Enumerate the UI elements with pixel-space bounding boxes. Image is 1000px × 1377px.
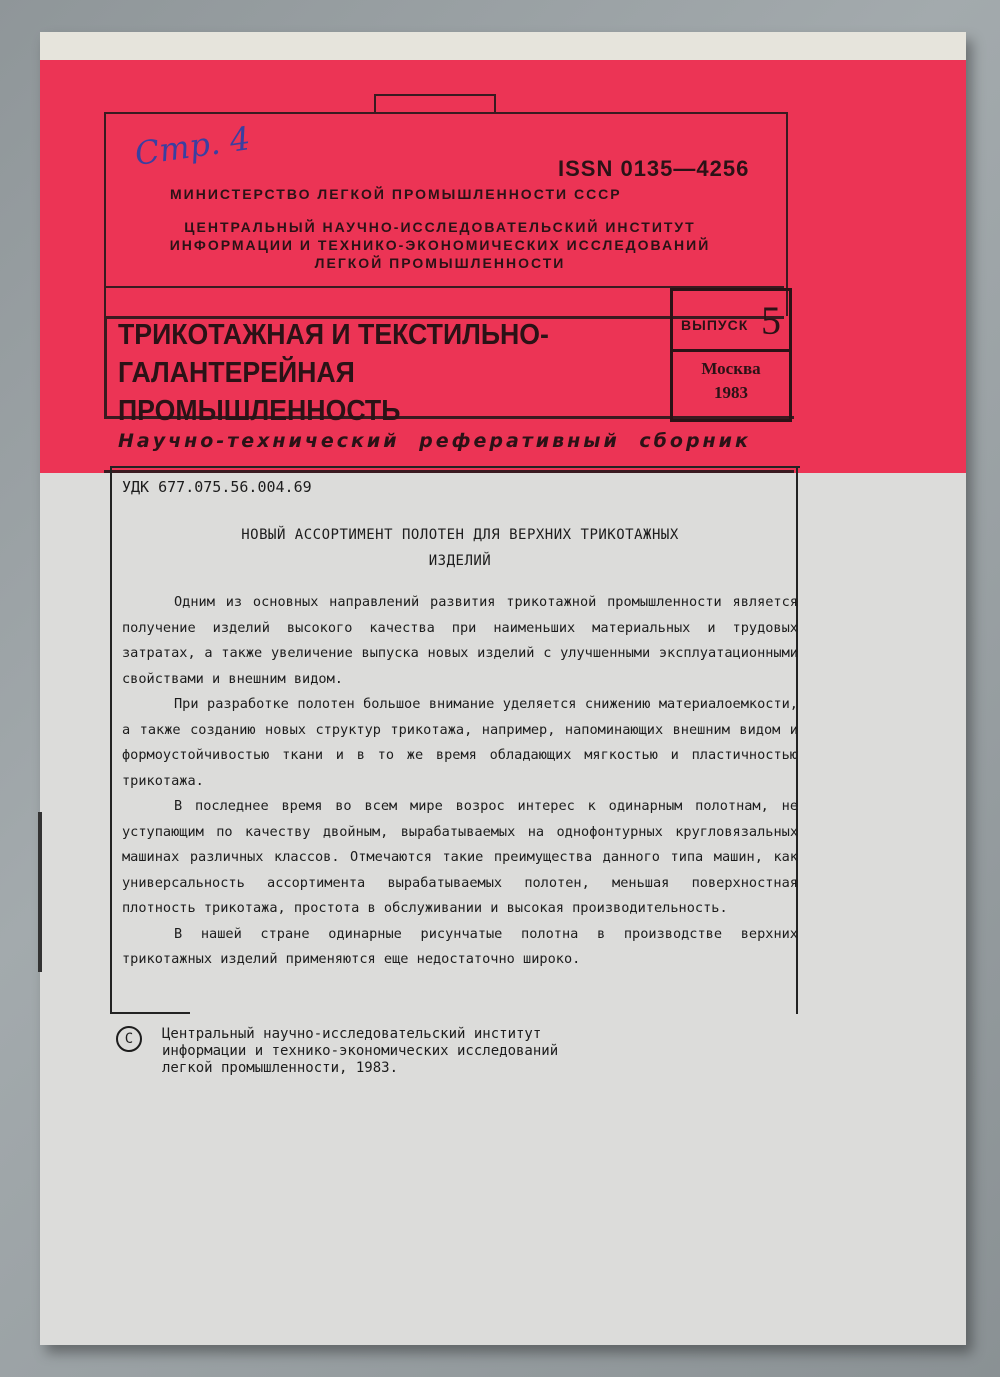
journal-subtitle: Научно-технический реферативный сборник	[118, 430, 751, 452]
frame-tab	[374, 94, 496, 114]
title-left-rule	[104, 316, 107, 418]
issue-year: 1983	[714, 383, 748, 402]
copyright-line: Центральный научно-исследовательский институт	[162, 1026, 542, 1042]
issue-number-cell	[673, 291, 789, 352]
ministry-line: МИНИСТЕРСТВО ЛЕГКОЙ ПРОМЫШЛЕННОСТИ СССР	[170, 186, 622, 202]
content-frame-top	[110, 466, 800, 468]
copyright-text	[162, 1026, 722, 1077]
article-title-line: ИЗДЕЛИЙ	[428, 553, 492, 569]
udk-code: УДК 677.075.56.004.69	[122, 478, 312, 496]
content-frame-left	[110, 466, 112, 1014]
issue-number: 5	[761, 298, 781, 343]
institute-name	[140, 218, 740, 272]
institute-line: ЦЕНТРАЛЬНЫЙ НАУЧНО-ИССЛЕДОВАТЕЛЬСКИЙ ИНСТИТУТ	[184, 219, 696, 235]
red-header-band	[40, 60, 966, 473]
article-title-line: НОВЫЙ АССОРТИМЕНТ ПОЛОТЕН ДЛЯ ВЕРХНИХ ТРИКОТАЖНЫХ	[241, 527, 679, 543]
booklet-cover	[40, 32, 966, 1345]
article-paragraph: При разработке полотен большое внимание уделяется снижению материалоемкости, а также созданию новых структур трикотажа, например, напоминающих внешним видом и формоустойчивостью ткани и в то же время обладающих мягкостью и пластичностью трикотажа.	[122, 696, 798, 789]
copyright-icon: C	[116, 1026, 142, 1052]
article-paragraph: Одним из основных направлений развития трикотажной промышленности является получение изделий высокого качества при наименьших материальных и трудовых затратах, а также увеличение выпуска новых изделий с улучшенными эксплуатационными свойствами и внешним видом.	[122, 594, 798, 687]
article-paragraph: В последнее время во всем мире возрос интерес к одинарным полотнам, не уступающим по качеству двойным, вырабатываемых на однофонтурных кругловязальных машинах различных классов. Отмечаются такие преимущества данного типа машин, как универсальность ассортимента вырабатываемых полотен, меньшая поверхностная плотность трикотажа, простота в обслуживании и высокая производительность.	[122, 798, 798, 916]
issn-number: ISSN 0135—4256	[558, 156, 750, 181]
handwritten-note: Стр. 4	[132, 119, 253, 173]
subtitle-rule	[104, 470, 794, 473]
article-title	[160, 522, 760, 574]
article-body	[122, 590, 798, 973]
content-frame-bottom	[110, 1012, 190, 1014]
journal-title-line: ТРИКОТАЖНАЯ И ТЕКСТИЛЬНО-	[118, 319, 549, 351]
journal-title	[118, 316, 633, 430]
issue-label: ВЫПУСК	[681, 317, 749, 333]
issue-city: Москва	[701, 359, 761, 378]
article-paragraph: В нашей стране одинарные рисунчатые полотна в производстве верхних трикотажных изделий применяются еще недостаточно широко.	[122, 925, 798, 967]
copyright-line: легкой промышленности, 1983.	[162, 1060, 399, 1076]
cover-top-strip	[40, 32, 966, 60]
copyright-line: информации и технико-экономических исследований	[162, 1043, 559, 1059]
institute-line: ИНФОРМАЦИИ И ТЕХНИКО-ЭКОНОМИЧЕСКИХ ИССЛЕДОВАНИЙ	[169, 237, 711, 253]
issue-box	[670, 288, 792, 422]
institute-line: ЛЕГКОЙ ПРОМЫШЛЕННОСТИ	[314, 255, 566, 271]
staple-edge	[38, 812, 42, 972]
journal-title-line: ГАЛАНТЕРЕЙНАЯ ПРОМЫШЛЕННОСТЬ	[118, 357, 401, 427]
